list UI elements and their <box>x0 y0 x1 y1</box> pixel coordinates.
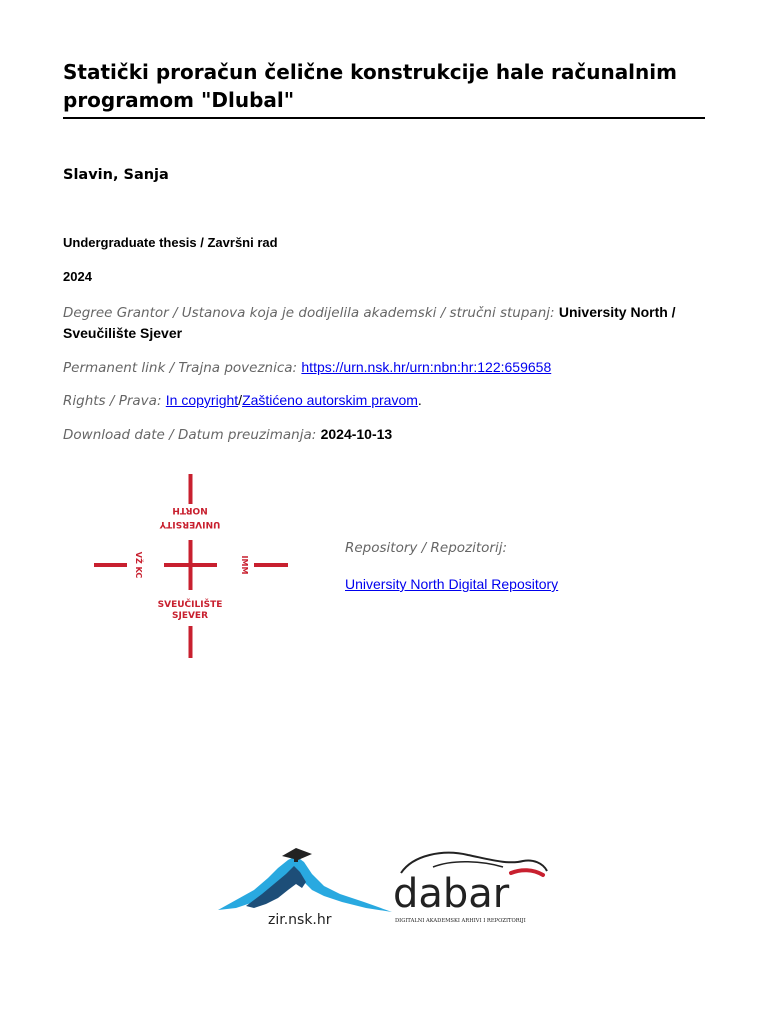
rights-label: Rights / Prava: <box>63 393 162 409</box>
permanent-link[interactable]: https://urn.nsk.hr/urn:nbn:hr:122:659658 <box>301 359 552 375</box>
rights-link-zasticeno[interactable]: Zaštićeno autorskim pravom <box>242 392 418 408</box>
degree-grantor-label: Degree Grantor / Ustanova koja je dodijelila akademski / stručni stupanj: <box>63 305 555 321</box>
document-title: Statički proračun čelične konstrukcije hale računalnim programom "Dlubal" <box>63 60 677 112</box>
zir-logo-text: zir.nsk.hr <box>268 912 332 928</box>
rights-separator: / <box>238 392 243 408</box>
rights-row <box>63 390 703 411</box>
zir-logo <box>216 838 396 930</box>
rights-end: . <box>417 392 422 408</box>
rights-link-in-copyright[interactable]: In copyright <box>165 392 239 408</box>
logo-text-north: NORTH <box>172 505 208 515</box>
logo-text-sjever: SJEVER <box>171 611 209 621</box>
permanent-link-row <box>63 357 703 378</box>
university-north-logo <box>90 470 290 660</box>
title-divider <box>63 117 705 119</box>
dabar-logo-subtitle: DIGITALNI AKADEMSKI ARHIVI I REPOZITORIJI <box>395 918 526 924</box>
logo-text-university: UNIVERSITY <box>159 519 221 529</box>
repository-link[interactable]: University North Digital Repository <box>345 576 559 592</box>
thesis-year: 2024 <box>63 269 92 284</box>
logo-text-left: VŽ KC <box>134 551 143 579</box>
thesis-type: Undergraduate thesis / Završni rad <box>63 235 278 250</box>
dabar-logo <box>393 845 553 930</box>
author-name: Slavin, Sanja <box>63 167 169 183</box>
download-date-row <box>63 424 703 445</box>
repository-label: Repository / Repozitorij: <box>345 540 508 556</box>
logo-text-sveuciliste: SVEUČILIŠTE <box>157 600 223 610</box>
dabar-logo-text: dabar <box>393 871 510 917</box>
download-date-value: 2024-10-13 <box>320 426 393 442</box>
permanent-link-label: Permanent link / Trajna poveznica: <box>63 360 298 376</box>
download-date-label: Download date / Datum preuzimanja: <box>63 427 317 443</box>
degree-grantor-value: University North / Sveučilište Sjever <box>63 304 676 341</box>
logo-text-right: IMM <box>240 555 249 575</box>
degree-grantor-row <box>63 302 703 344</box>
